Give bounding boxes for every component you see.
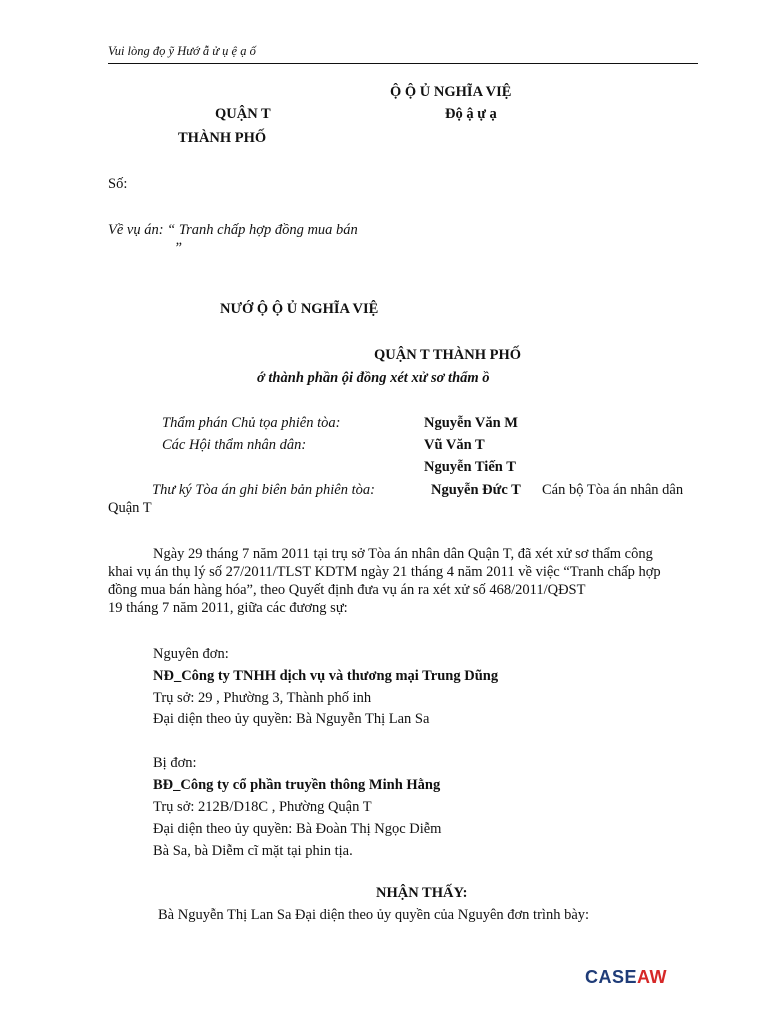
findings-first-line: Bà Nguyễn Thị Lan Sa Đại diện theo ủy quyền của Nguyên đơn trình bày: [158, 907, 590, 923]
clerk-name: Nguyễn Đức T [431, 482, 521, 498]
defendant-name: BĐ_Công ty cổ phần truyền thông Minh Hằng [153, 777, 441, 793]
composition-heading: ớ thành phần ội đồng xét xử sơ thẩm ồ [257, 370, 490, 386]
jurors-label: Các Hội thẩm nhân dân: [162, 437, 307, 453]
motto-line: Độ ậ ự ạ [445, 106, 497, 122]
logo-part-aw: AW [637, 967, 668, 987]
clerk-label: Thư ký Tòa án ghi biên bản phiên tòa: [152, 482, 375, 498]
judge-label: Thẩm phán Chủ tọa phiên tòa: [162, 415, 341, 431]
case-subject-close-quote: ” [174, 240, 183, 256]
findings-heading: NHẬN THẤY: [376, 885, 468, 901]
intro-line-2: khai vụ án thụ lý số 27/2011/TLST KDTM ngày 21 tháng 4 năm 2011 về việc “Tranh chấp hợp [108, 564, 661, 580]
plaintiff-label: Nguyên đơn: [153, 646, 229, 662]
defendant-representative: Đại diện theo ủy quyền: Bà Đoàn Thị Ngọc Diễm [153, 821, 442, 837]
nation-title: NƯỚ Ộ Ộ Ủ NGHĨA VIỆ [220, 301, 379, 317]
plaintiff-name: NĐ_Công ty TNHH dịch vụ và thương mại Trung Dũng [153, 668, 499, 684]
logo-part-case: CASE [585, 967, 638, 987]
intro-line-4: 19 tháng 7 năm 2011, giữa các đương sự: [108, 600, 348, 616]
clerk-role: Cán bộ Tòa án nhân dân [542, 482, 684, 498]
case-subject-line: Về vụ án: “ Tranh chấp hợp đồng mua bán [108, 222, 358, 238]
header-divider [108, 63, 698, 64]
intro-line-3: đồng mua bán hàng hóa”, theo Quyết định đưa vụ án ra xét xử số 468/2011/QĐST [108, 582, 586, 598]
juror-name-2: Nguyễn Tiến T [424, 459, 516, 475]
court-city-line: THÀNH PHỐ [178, 130, 267, 146]
defendant-address: Trụ sở: 212B/D18C , Phường Quận T [153, 799, 372, 815]
intro-line-1: Ngày 29 tháng 7 năm 2011 tại trụ sở Tòa án nhân dân Quận T, đã xét xử sơ thẩm công [153, 546, 653, 562]
attendance-note: Bà Sa, bà Diễm cĩ mặt tại phin tịa. [153, 843, 353, 859]
juror-name-1: Vũ Văn T [424, 437, 485, 453]
plaintiff-representative: Đại diện theo ủy quyền: Bà Nguyễn Thị Lan Sa [153, 711, 430, 727]
judge-name: Nguyễn Văn M [424, 415, 518, 431]
header-note: Vui lòng đọ ỹ Hướ ẫ ử ụ ệ ạ ố [108, 44, 256, 58]
nation-header-line: Ộ Ộ Ủ NGHĨA VIỆ [390, 84, 512, 100]
clerk-role-continued: Quận T [108, 500, 152, 516]
plaintiff-address: Trụ sở: 29 , Phường 3, Thành phố inh [153, 690, 372, 706]
caseaw-logo [585, 967, 667, 988]
court-district-line: QUẬN T [215, 106, 271, 122]
court-title: QUẬN T THÀNH PHỐ [374, 347, 522, 363]
case-number-label: Số: [108, 176, 128, 192]
defendant-label: Bị đơn: [153, 755, 197, 771]
